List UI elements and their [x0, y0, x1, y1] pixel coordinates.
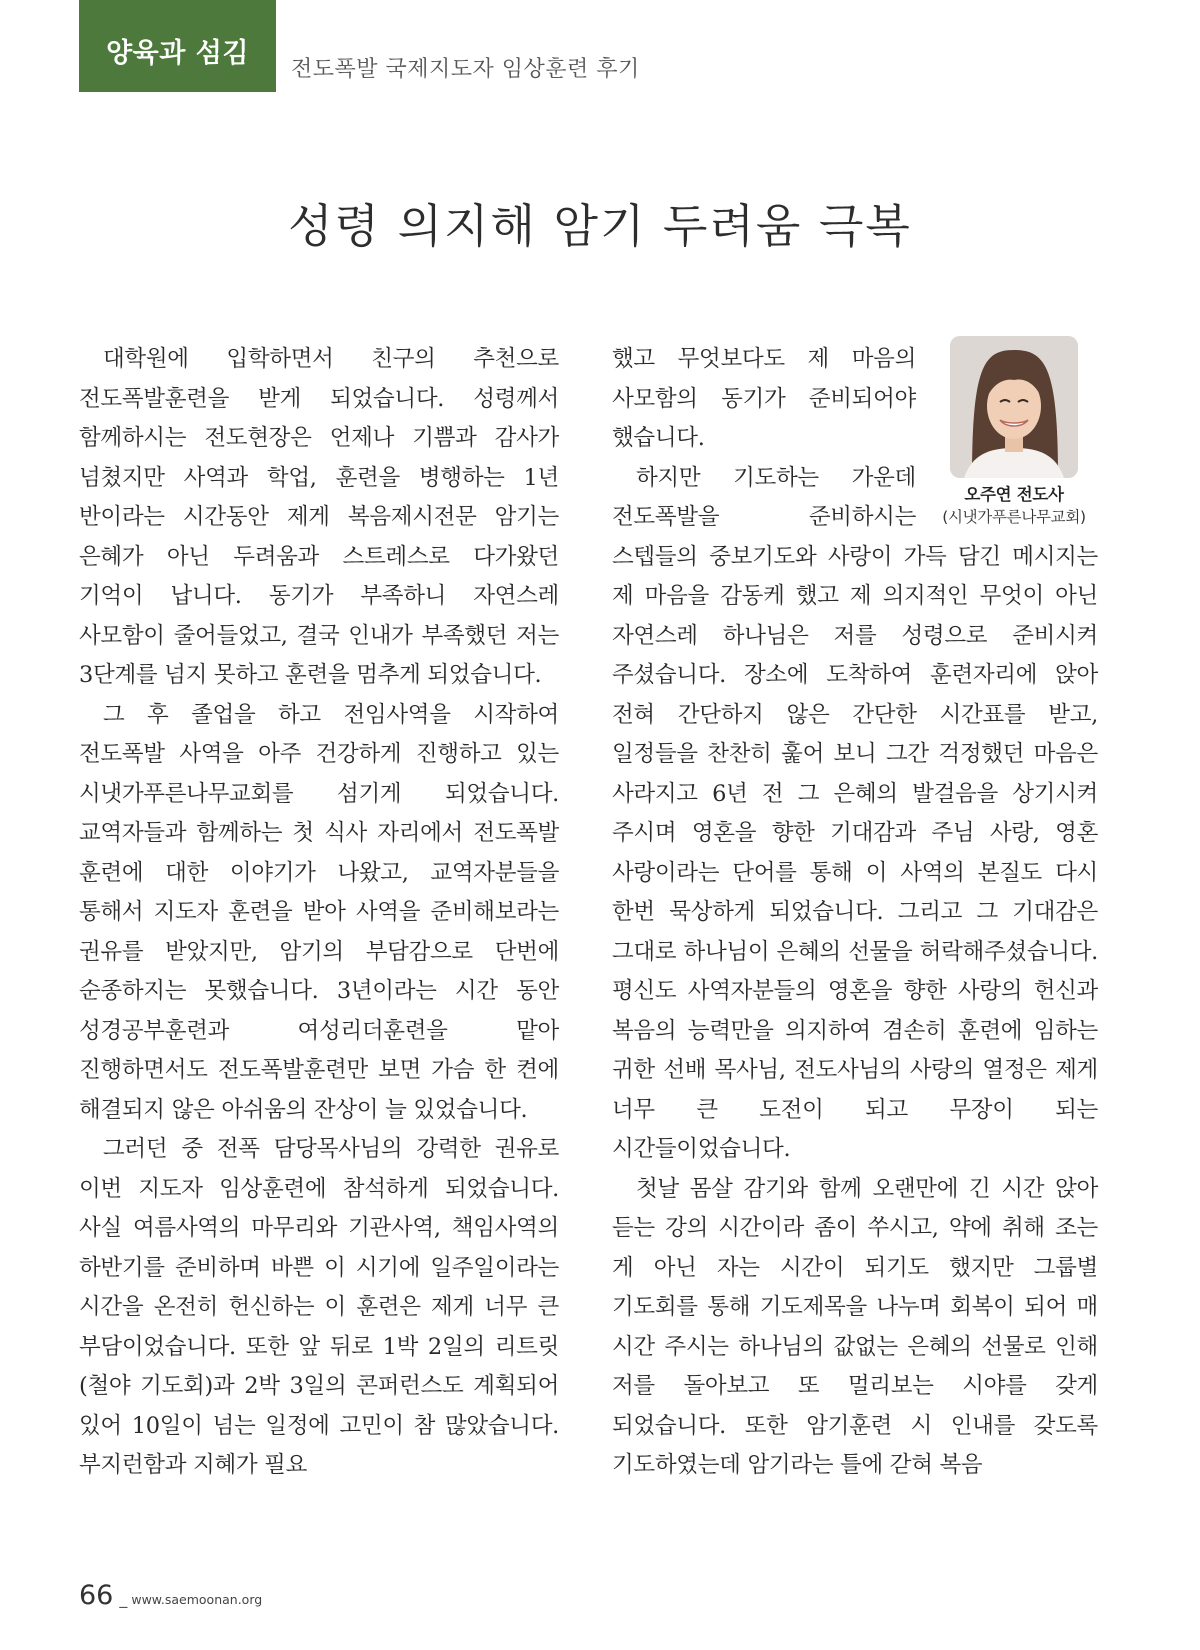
author-church: (시냇가푸른나무교회): [942, 508, 1086, 526]
paragraph: 첫날 몸살 감기와 함께 오랜만에 긴 시간 앉아 듣는 강의 시간이라 좀이 쑤시고, 약에 취해 조는 게 아닌 자는 시간이 되기도 했지만 그룹별 기도회를 통해 기도제목을 나누며 회복이 되어 매 시간 주시는 하나님의 값없는 은혜의 선물로 인해 저를 돌아보고 또 멀리보는 시야를 갖게 되었습니다. 또한 암기훈련 시 인내를 갖도록 기도하였는데 암기라는 틀에 갇혀 복음: [612, 1175, 1098, 1478]
paragraph: 그러던 중 전폭 담당목사님의 강력한 권유로 이번 지도자 임상훈련에 참석하게 되었습니다. 사실 여름사역의 마무리와 기관사역, 책임사역의 하반기를 준비하며 바쁜 이 시기에 일주일이라는 시간을 온전히 헌신하는 이 훈련은 제게 너무 큰 부담이었습니다. 또한 앞 뒤로 1박 2일의 리트릿(철야 기도회)과 2박 3일의 콘퍼런스도 계획되어 있어 10일이 넘는 일정에 고민이 참 많았습니다. 부지런함과 지혜가 필요: [79, 1136, 559, 1478]
website-url: www.saemoonan.org: [131, 1592, 263, 1607]
left-column: [79, 340, 559, 1486]
section-tag: 양육과 섬김: [79, 0, 276, 92]
portrait-illustration: [950, 336, 1078, 478]
author-name: 오주연 전도사: [964, 485, 1064, 504]
page-footer: [79, 1580, 262, 1611]
right-column: [612, 340, 1098, 1486]
article-title: 성령 의지해 암기 두려움 극복: [288, 199, 912, 253]
author-photo-box: [930, 336, 1098, 528]
section-subtitle: 전도폭발 국제지도자 임상훈련 후기: [291, 57, 640, 82]
page-number: 66: [79, 1580, 114, 1611]
paragraph: 했고 무엇보다도 제 마음의 사모함의 동기가 준비되어야 했습니다.: [612, 346, 916, 451]
paragraph: 그 후 졸업을 하고 전임사역을 시작하여 전도폭발 사역을 아주 건강하게 진행하고 있는 시냇가푸른나무교회를 섬기게 되었습니다. 교역자들과 함께하는 첫 식사 자리에서 전도폭발 훈련에 대한 이야기가 나왔고, 교역자분들을 통해서 지도자 훈련을 받아 사역을 준비해보라는 권유를 받았지만, 암기의 부담감으로 단번에 순종하지는 못했습니다. 3년이라는 시간 동안 성경공부훈련과 여성리더훈련을 맡아 진행하면서도 전도폭발훈련만 보면 가슴 한 켠에 해결되지 않은 아쉬움의 잔상이 늘 있었습니다.: [79, 701, 559, 1123]
footer-separator: _: [119, 1589, 128, 1608]
paragraph: 하지만 기도하는 가운데 전도폭발을 준비하시는 스텝들의 중보기도와 사랑이 가득 담긴 메시지는 제 마음을 감동케 했고 제 의지적인 무엇이 아닌 자연스레 하나님은 저를 성령으로 준비시켜 주셨습니다. 장소에 도착하여 훈련자리에 앉아 전혀 간단하지 않은 간단한 시간표를 받고, 일정들을 찬찬히 훑어 보니 그간 걱정했던 마음은 사라지고 6년 전 그 은혜의 발걸음을 상기시켜 주시며 영혼을 향한 기대감과 주님 사랑, 영혼 사랑이라는 단어를 통해 이 사역의 본질도 다시 한번 묵상하게 되었습니다. 그리고 그 기대감은 그대로 하나님이 은혜의 선물을 허락해주셨습니다. 평신도 사역자분들의 영혼을 향한 사랑의 헌신과 복음의 능력만을 의지하여 겸손히 훈련에 임하는 귀한 선배 목사님, 전도사님의 사랑의 열정은 제게 너무 큰 도전이 되고 무장이 되는 시간들이었습니다.: [612, 464, 1098, 1162]
author-photo: [950, 336, 1078, 478]
paragraph: 대학원에 입학하면서 친구의 추천으로 전도폭발훈련을 받게 되었습니다. 성령께서 함께하시는 전도현장은 언제나 기쁨과 감사가 넘쳤지만 사역과 학업, 훈련을 병행하는 1년 반이라는 시간동안 제게 복음제시전문 암기는 은혜가 아닌 두려움과 스트레스로 다가왔던 기억이 납니다. 동기가 부족하니 자연스레 사모함이 줄어들었고, 결국 인내가 부족했던 저는 3단계를 넘지 못하고 훈련을 멈추게 되었습니다.: [79, 346, 559, 688]
